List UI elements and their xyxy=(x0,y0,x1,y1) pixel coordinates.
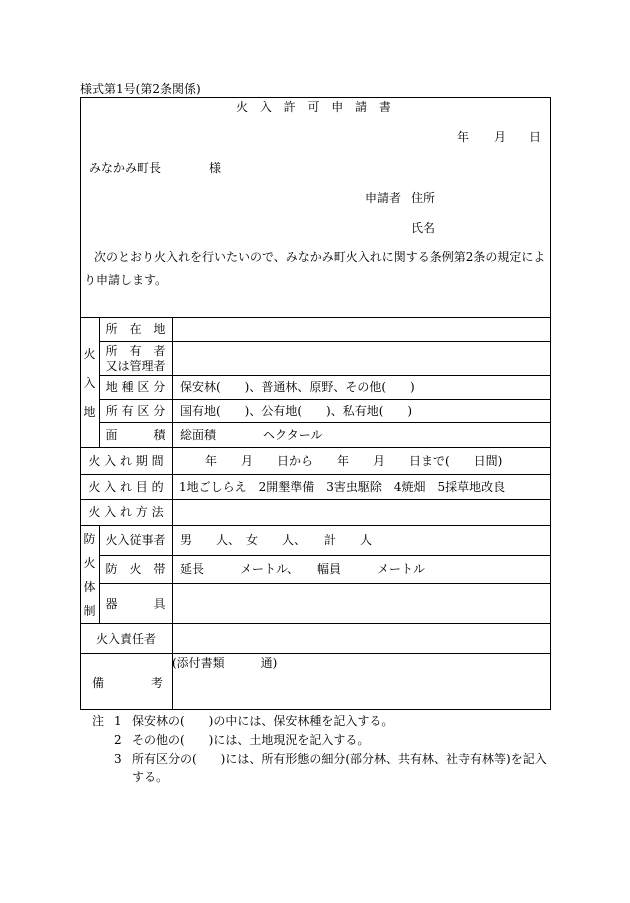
date-year: 年 xyxy=(457,130,470,144)
row-line xyxy=(80,525,551,526)
responsible-label: 火入責任者 xyxy=(95,632,156,646)
method-label: 火 入 れ 方 法 xyxy=(88,505,164,519)
fire-group-char: 制 xyxy=(83,604,96,618)
applicant-label: 申請者 xyxy=(365,191,402,205)
note-text: 所有区分の( )には、所有形態の細分(部分林、共有林、社寺有林等)を記入 xyxy=(132,752,547,766)
land-area-unit: ヘクタール xyxy=(263,428,323,442)
note-text: その他の( )には、土地現況を記入する。 xyxy=(132,733,370,747)
period-value: 年 月 日から 年 月 日まで( 日間) xyxy=(205,454,503,468)
firebreak-value: 延長 メートル、 幅員 メートル xyxy=(180,562,426,576)
row-line xyxy=(80,653,551,654)
land-group-char: 火 xyxy=(83,347,96,361)
land-area-total: 総面積 xyxy=(180,428,217,442)
row-line xyxy=(99,583,551,584)
note-number: 1 xyxy=(114,714,122,728)
row-line xyxy=(80,499,551,500)
date-day: 日 xyxy=(529,130,542,144)
frame-top xyxy=(80,97,551,98)
row-line xyxy=(99,399,551,400)
note-number: 3 xyxy=(114,752,122,766)
row-line xyxy=(99,341,551,342)
land-ownership-label: 所 有 区 分 xyxy=(105,404,166,418)
applicant-name-label: 氏名 xyxy=(411,221,436,235)
land-group-char: 入 xyxy=(83,376,96,390)
firebreak-label: 防 火 帯 xyxy=(105,562,166,576)
note-text-continuation: する。 xyxy=(132,770,169,784)
note-number: 2 xyxy=(114,733,122,747)
remarks-label-2: 考 xyxy=(151,676,164,690)
land-area-label: 面 積 xyxy=(105,428,166,442)
period-label: 火 入 れ 期 間 xyxy=(88,454,164,468)
form-number: 様式第1号(第2条関係) xyxy=(80,82,201,96)
fire-workers-value: 男 人、 女 人、 計 人 xyxy=(180,533,373,547)
fire-workers-label: 火入従事者 xyxy=(105,533,166,547)
addressee-honorific: 様 xyxy=(209,161,222,175)
purpose-label: 火 入 れ 目 的 xyxy=(88,480,164,494)
fire-equipment-label: 器 具 xyxy=(105,597,166,611)
row-line xyxy=(99,375,551,376)
land-category-label: 地 種 区 分 xyxy=(105,380,166,394)
table-top xyxy=(80,317,551,318)
notes-label: 注 xyxy=(92,714,105,728)
intro-text-line2: り申請します。 xyxy=(84,273,168,287)
row-line xyxy=(80,474,551,475)
frame-left xyxy=(80,97,81,710)
fire-group-char: 火 xyxy=(83,556,96,570)
land-ownership-value: 国有地( )、公有地( )、私有地( ) xyxy=(180,404,413,418)
col-line xyxy=(172,317,173,709)
applicant-address-label: 住所 xyxy=(411,191,436,205)
remarks-label-1: 備 xyxy=(92,676,105,690)
form-title: 火 入 許 可 申 請 書 xyxy=(236,100,395,114)
fire-group-char: 防 xyxy=(83,532,96,546)
date-month: 月 xyxy=(494,130,507,144)
note-text: 保安林の( )の中には、保安林種を記入する。 xyxy=(132,714,394,728)
frame-bottom xyxy=(80,709,551,710)
row-line xyxy=(99,422,551,423)
row-line xyxy=(80,447,551,448)
purpose-value: 1地ごしらえ 2開墾準備 3害虫駆除 4焼畑 5採草地改良 xyxy=(179,480,506,494)
land-category-value: 保安林( )、普通林、原野、その他( ) xyxy=(180,380,415,394)
land-owner-label-line2: 又は管理者 xyxy=(105,359,166,373)
fire-group-char: 体 xyxy=(83,580,96,594)
addressee-mayor: みなかみ町長 xyxy=(89,161,162,175)
land-location-label: 所 在 地 xyxy=(105,322,166,336)
land-owner-label-line1: 所 有 者 xyxy=(105,344,166,358)
row-line xyxy=(80,623,551,624)
remarks-value: (添付書類 通) xyxy=(172,656,278,670)
row-line xyxy=(99,555,551,556)
frame-right xyxy=(550,97,551,710)
land-group-char: 地 xyxy=(83,405,96,419)
intro-text-line1: 次のとおり火入れを行いたいので、みなかみ町火入れに関する条例第2条の規定によ xyxy=(94,250,546,264)
